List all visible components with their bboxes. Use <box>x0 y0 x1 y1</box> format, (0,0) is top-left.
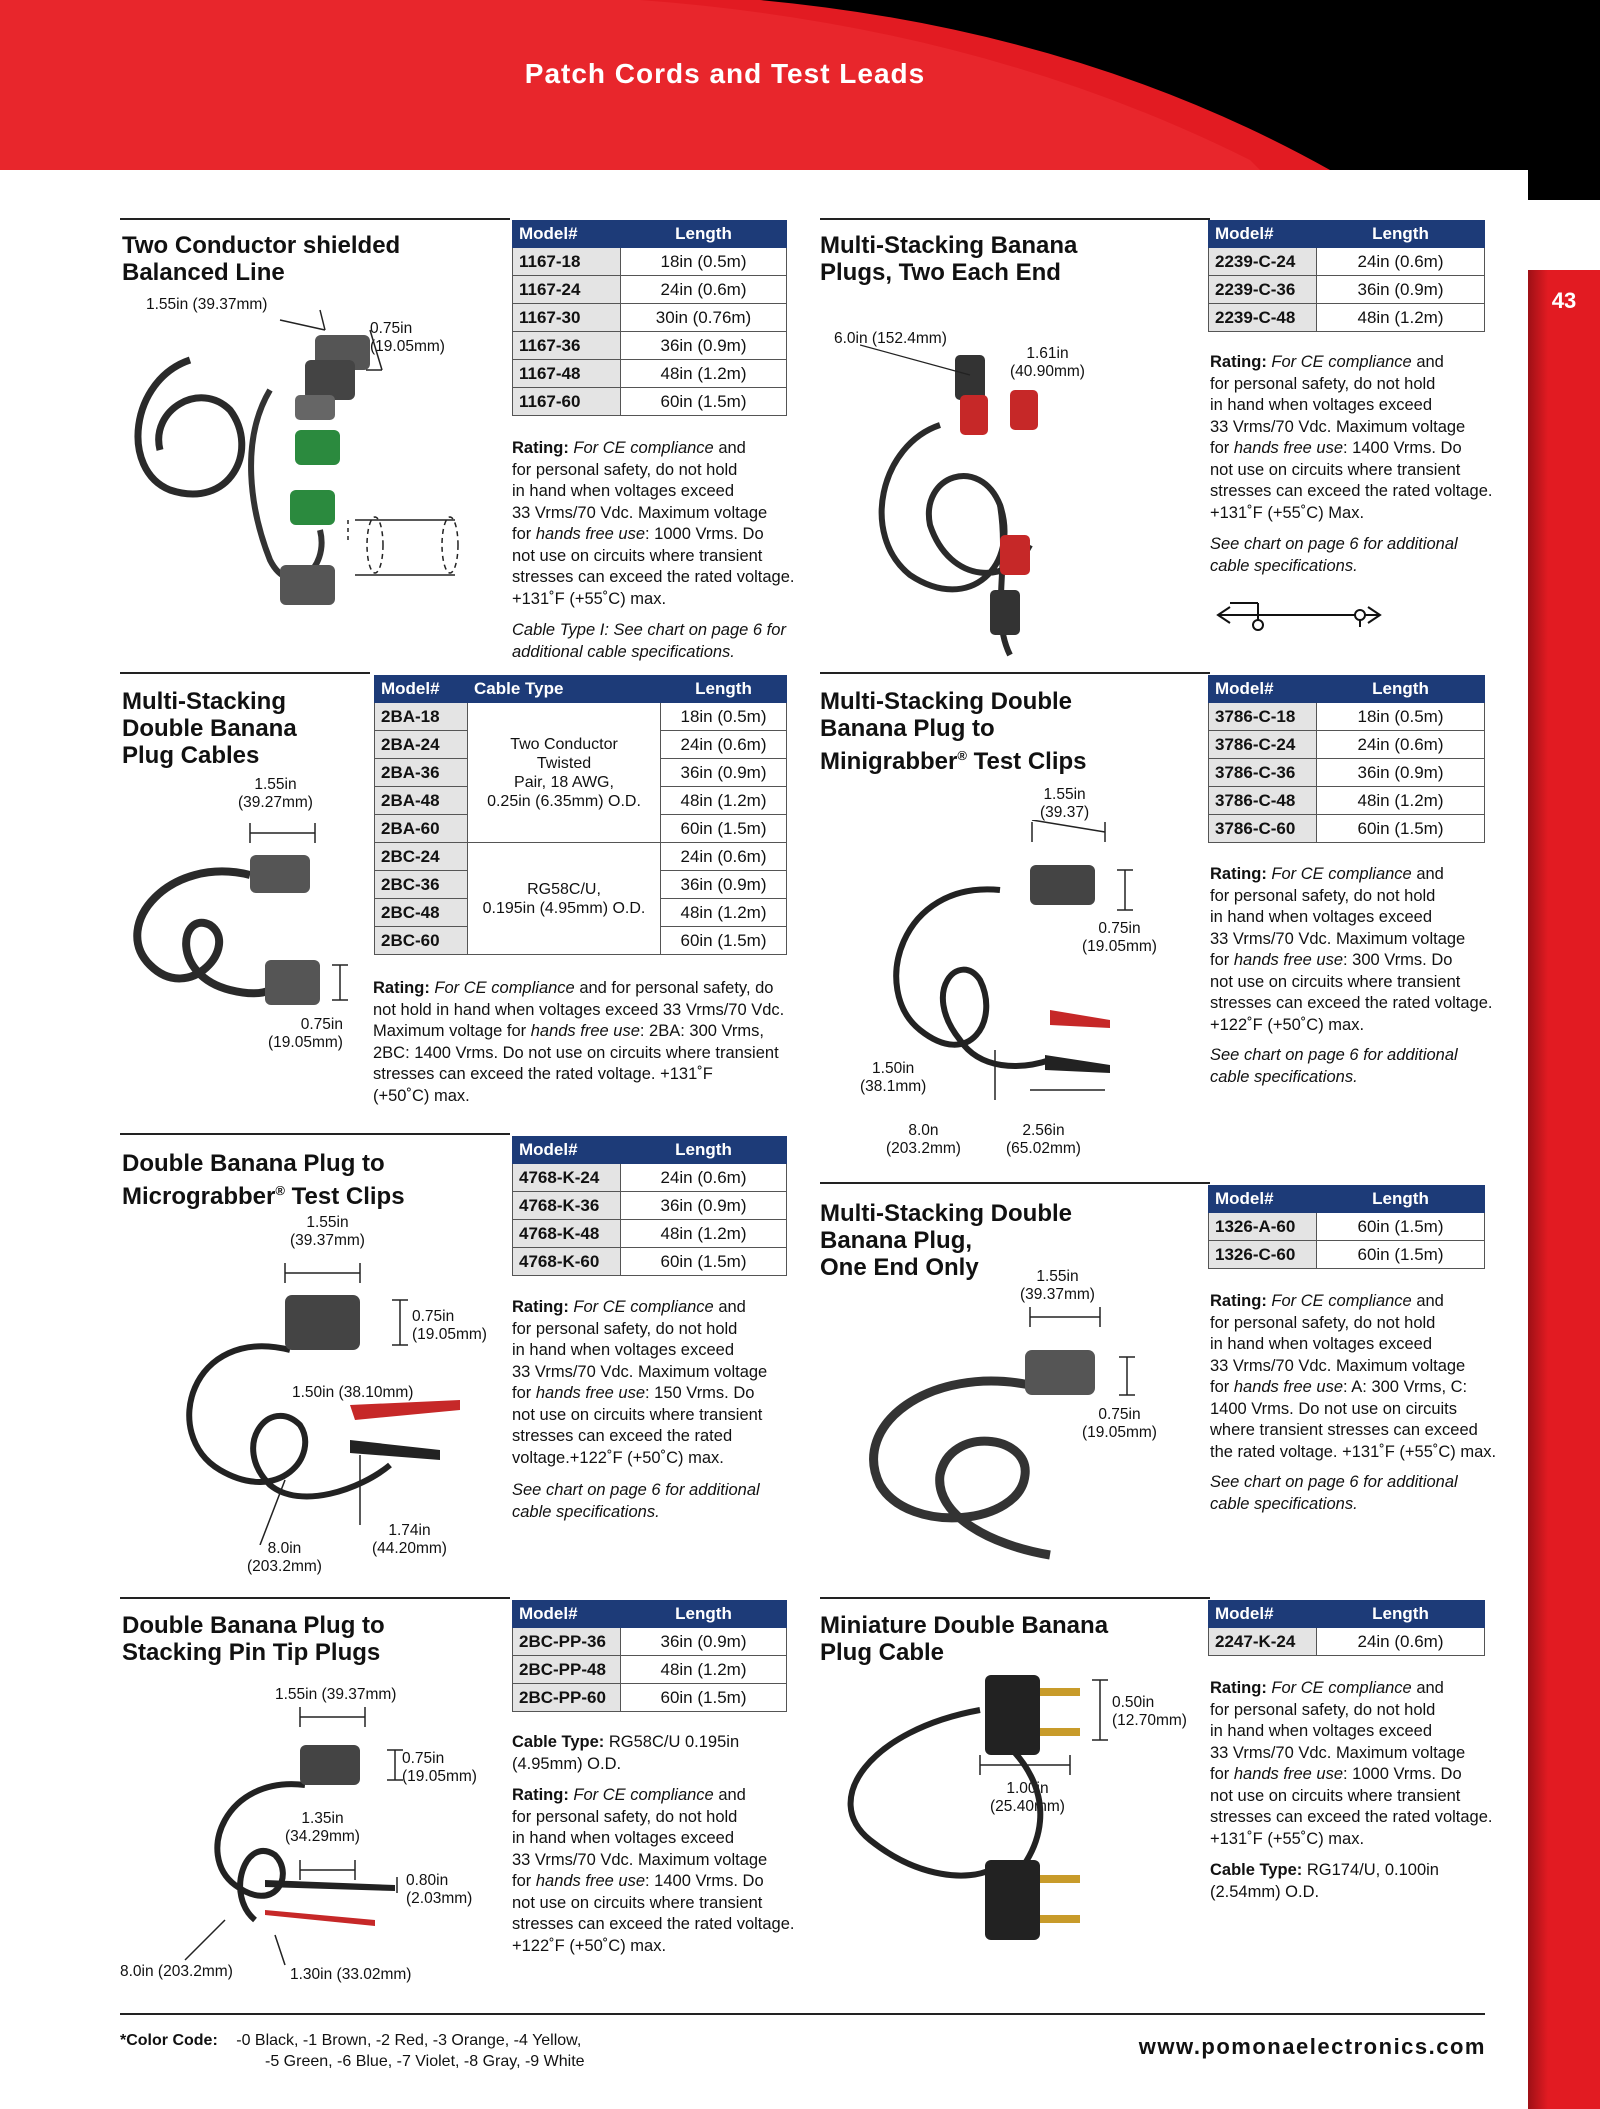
dimension-label: 1.55in (39.37mm) <box>1020 1268 1095 1303</box>
cable-illustration <box>860 335 1120 665</box>
color-code-note: *Color Code: -0 Black, -1 Brown, -2 Red, -3 Orange, -4 Yellow, -5 Green, -6 Blue, -7 Violet, -8 Gray, -9 White <box>120 2032 585 2070</box>
section-rule <box>120 218 510 220</box>
dimension-label: 0.50in (12.70mm) <box>1112 1694 1187 1729</box>
section-rule <box>820 1182 1210 1184</box>
dimension-label: 0.75in (19.05mm) <box>402 1750 477 1785</box>
table-row: 2BC-PP-48 48in (1.2m) <box>513 1656 787 1684</box>
section-title: Multi-Stacking Double Banana Plug, One End Only <box>820 1200 1072 1281</box>
table-row: 4768-K-24 24in (0.6m) <box>513 1164 787 1192</box>
dimension-label: 1.55in (39.37mm) <box>146 296 268 313</box>
table-row: 3786-C-48 48in (1.2m) <box>1209 787 1485 815</box>
dimension-label: 1.50in (38.10mm) <box>292 1384 414 1401</box>
rating-text: Rating: For CE compliance and for personal safety, do not hold in hand when voltages exceed 33 Vrms/70 Vdc. Maximum voltage for hands free use: 1000 Vrms. Do not use on circuits where transient stresses can exceed the rated voltage. +131˚F (+55˚C) max. <box>512 439 795 608</box>
dimension-label: 0.80in (2.03mm) <box>406 1872 473 1907</box>
footer-rule <box>120 2013 1485 2015</box>
table-row: 2BA-36 36in (0.9m) <box>375 759 787 787</box>
dimension-label: 1.50in (38.1mm) <box>860 1060 927 1095</box>
dimension-label: 1.55in (39.37mm) <box>290 1214 365 1249</box>
note-text: See chart on page 6 for additional cable specifications. <box>512 1481 760 1521</box>
side-tab-shade <box>1528 270 1548 2109</box>
table-row: 2247-K-24 24in (0.6m) <box>1209 1628 1485 1656</box>
rating-text: Rating: For CE compliance and for personal safety, do not hold in hand when voltages exceed 33 Vrms/70 Vdc. Maximum voltage for hands free use: 1400 Vrms. Do not use on circuits where transient stresses can exceed the rated voltage. +122˚F (+50˚C) max. <box>512 1786 795 1955</box>
dimension-label: 1.55in (39.37) <box>1040 786 1090 821</box>
dimension-label: 1.61in (40.90mm) <box>1010 345 1085 380</box>
table-row: 2BC-24 RG58C/U, 0.195in (4.95mm) O.D. 24in (0.6m) <box>375 843 787 871</box>
table-row: 2239-C-48 48in (1.2m) <box>1209 304 1485 332</box>
table-row: 4768-K-36 36in (0.9m) <box>513 1192 787 1220</box>
website-link[interactable]: www.pomonaelectronics.com <box>1138 2034 1486 2059</box>
table-row: 2239-C-36 36in (0.9m) <box>1209 276 1485 304</box>
dimension-label: 1.35in (34.29mm) <box>285 1810 360 1845</box>
dimension-label: 8.0n (203.2mm) <box>886 1122 961 1157</box>
section-title: Miniature Double Banana Plug Cable <box>820 1612 1109 1666</box>
dimension-label: 8.0in (203.2mm) <box>247 1540 322 1575</box>
spec-table: Model# Cable Type Length 2BA-18 Two Conductor Twisted Pair, 18 AWG, 0.25in (6.35mm) O.D. 18in (0.5m) 2BA-24 24in (0.6m) 2BA-36 36in (0.9m) 2BA-48 48in (1.2m) 2BA-60 60in (1.5m) 2BC-24 RG58C/U, 0.195in (4.95mm) O.D. 24in (0.6m) 2BC-36 36in (0.9m) 2BC-48 48in (1.2m) 2BC-60 60in (1.5m) <box>374 675 787 955</box>
rating-text: Rating: For CE compliance and for personal safety, do not hold in hand when voltages exceed 33 Vrms/70 Vdc. Maximum voltage for hands free use: 300 Vrms. Do not use on circuits where transient stresses can exceed the rated voltage. +122˚F (+50˚C) max. <box>1210 865 1493 1034</box>
note-text: See chart on page 6 for additional cable specifications. <box>1210 1046 1458 1086</box>
dimension-label: 0.75in (19.05mm) <box>1082 920 1157 955</box>
table-row: 1167-24 24in (0.6m) <box>513 276 787 304</box>
table-row: 3786-C-18 18in (0.5m) <box>1209 703 1485 731</box>
section-rule <box>820 672 1210 674</box>
note-text: Cable Type I: See chart on page 6 for additional cable specifications. <box>512 621 786 661</box>
table-row: 2BC-PP-60 60in (1.5m) <box>513 1684 787 1712</box>
spec-table: Model# Length 2239-C-24 24in (0.6m) 2239-C-36 36in (0.9m) 2239-C-48 48in (1.2m) <box>1208 220 1485 332</box>
section-rule <box>120 1133 510 1135</box>
rating-text: Rating: For CE compliance and for personal safety, do not hold in hand when voltages exceed 33 Vrms/70 Vdc. Maximum voltage for hands free use: A: 300 Vrms, C: 1400 Vrms. Do not use on circuits where transient stresses can exceed the rated voltage. +131˚F (+55˚C) max. <box>1210 1292 1497 1461</box>
rating-text: Rating: For CE compliance and for personal safety, do not hold in hand when voltages exceed 33 Vrms/70 Vdc. Maximum voltage for hands free use: 1000 Vrms. Do not use on circuits where transient stresses can exceed the rated voltage. +131˚F (+55˚C) max. <box>1210 1679 1493 1848</box>
cable-illustration <box>810 1670 1110 1950</box>
dimension-label: 1.55in (39.37mm) <box>275 1686 397 1703</box>
cable-illustration <box>120 300 490 630</box>
page-title: Patch Cords and Test Leads <box>524 58 926 89</box>
cable-illustration <box>110 815 360 1025</box>
table-row: 1167-18 18in (0.5m) <box>513 248 787 276</box>
spec-table: Model# Length 4768-K-24 24in (0.6m) 4768-K-36 36in (0.9m) 4768-K-48 48in (1.2m) 4768-K-60 60in (1.5m) <box>512 1136 787 1276</box>
table-row: 2BC-36 36in (0.9m) <box>375 871 787 899</box>
table-row: 2BC-48 48in (1.2m) <box>375 899 787 927</box>
table-row: 2BC-PP-36 36in (0.9m) <box>513 1628 787 1656</box>
table-row: 1167-60 60in (1.5m) <box>513 388 787 416</box>
cable-type-text: Cable Type: RG174/U, 0.100in (2.54mm) O.D. <box>1210 1861 1439 1901</box>
cable-illustration <box>850 1305 1140 1565</box>
table-row: 2BA-24 24in (0.6m) <box>375 731 787 759</box>
section-rule <box>120 672 370 674</box>
dimension-label: 6.0in (152.4mm) <box>834 330 947 347</box>
spec-table: Model# Length 2247-K-24 24in (0.6m) <box>1208 1600 1485 1656</box>
cable-type-cell: RG58C/U, 0.195in (4.95mm) O.D. <box>468 843 661 955</box>
cable-illustration <box>160 1255 480 1545</box>
section-rule <box>820 1597 1210 1599</box>
table-row: 4768-K-48 48in (1.2m) <box>513 1220 787 1248</box>
table-row: 2BA-48 48in (1.2m) <box>375 787 787 815</box>
dimension-label: 0.75in (19.05mm) <box>370 320 445 355</box>
table-row: 4768-K-60 60in (1.5m) <box>513 1248 787 1276</box>
spec-table: Model# Length 3786-C-18 18in (0.5m) 3786-C-24 24in (0.6m) 3786-C-36 36in (0.9m) 3786-C-48 48in (1.2m) 3786-C-60 60in (1.5m) <box>1208 675 1485 843</box>
table-row: 2BA-18 Two Conductor Twisted Pair, 18 AWG, 0.25in (6.35mm) O.D. 18in (0.5m) <box>375 703 787 731</box>
section-title: Multi-Stacking Banana Plugs, Two Each End <box>820 232 1078 286</box>
dimension-label: 2.56in (65.02mm) <box>1006 1122 1081 1157</box>
dimension-label: 0.75in (19.05mm) <box>412 1308 487 1343</box>
rating-text: Rating: For CE compliance and for personal safety, do not hold in hand when voltages exceed 33 Vrms/70 Vdc. Maximum voltage for hands free use: 2BA: 300 Vrms, 2BC: 1400 Vrms. Do not use on circuits where transient stresses can exceed the rated voltage. +131˚F (+50˚C) max. <box>373 979 785 1105</box>
section-rule <box>820 218 1210 220</box>
spec-table: Model# Length 1167-18 18in (0.5m) 1167-24 24in (0.6m) 1167-30 30in (0.76m) 1167-36 36in (0.9m) 1167-48 48in (1.2m) 1167-60 60in (1.5m) <box>512 220 787 416</box>
table-row: 1167-48 48in (1.2m) <box>513 360 787 388</box>
section-title: Two Conductor shielded Balanced Line <box>122 232 401 286</box>
table-row: 3786-C-36 36in (0.9m) <box>1209 759 1485 787</box>
cable-illustration <box>165 1705 425 1970</box>
table-row: 2BC-60 60in (1.5m) <box>375 927 787 955</box>
section-title: Double Banana Plug to Stacking Pin Tip Plugs <box>122 1612 385 1666</box>
dimension-label: 8.0in (203.2mm) <box>120 1963 233 1980</box>
page-number: 43 <box>1551 288 1577 313</box>
section-title: Multi-Stacking Double Banana Plug to Minigrabber® Test Clips <box>820 688 1087 775</box>
dimension-label: 0.75in (19.05mm) <box>268 1016 343 1051</box>
dimension-label: 1.55in (39.27mm) <box>238 776 313 811</box>
spec-table: Model# Length 2BC-PP-36 36in (0.9m) 2BC-PP-48 48in (1.2m) 2BC-PP-60 60in (1.5m) <box>512 1600 787 1712</box>
rating-text: Rating: For CE compliance and for personal safety, do not hold in hand when voltages exceed 33 Vrms/70 Vdc. Maximum voltage for hands free use: 150 Vrms. Do not use on circuits where transient stresses can exceed the rated voltage.+122˚F (+50˚C) max. <box>512 1298 768 1467</box>
table-row: 3786-C-60 60in (1.5m) <box>1209 815 1485 843</box>
dimension-label: 0.75in (19.05mm) <box>1082 1406 1157 1441</box>
dimension-label: 1.30in (33.02mm) <box>290 1966 412 1983</box>
table-row: 1167-36 36in (0.9m) <box>513 332 787 360</box>
dimension-label: 1.74in (44.20mm) <box>372 1522 447 1557</box>
section-title: Double Banana Plug to Micrograbber® Test Clips <box>122 1150 405 1210</box>
table-row: 1326-A-60 60in (1.5m) <box>1209 1213 1485 1241</box>
dimension-label: 1.00in (25.40mm) <box>990 1780 1065 1815</box>
table-row: 2BA-60 60in (1.5m) <box>375 815 787 843</box>
cable-type-cell: Two Conductor Twisted Pair, 18 AWG, 0.25in (6.35mm) O.D. <box>468 703 661 843</box>
cable-type-text: Cable Type: RG58C/U 0.195in (4.95mm) O.D. <box>512 1733 740 1773</box>
table-row: 1167-30 30in (0.76m) <box>513 304 787 332</box>
spec-table: Model# Length 1326-A-60 60in (1.5m) 1326-C-60 60in (1.5m) <box>1208 1185 1485 1269</box>
table-row: 1326-C-60 60in (1.5m) <box>1209 1241 1485 1269</box>
cable-illustration <box>860 820 1140 1120</box>
rating-text: Rating: For CE compliance and for personal safety, do not hold in hand when voltages exceed 33 Vrms/70 Vdc. Maximum voltage for hands free use: 1400 Vrms. Do not use on circuits where transient stresses can exceed the rated voltage. +131˚F (+55˚C) Max. <box>1210 353 1493 522</box>
note-text: See chart on page 6 for additional cable specifications. <box>1210 1473 1458 1513</box>
table-row: 3786-C-24 24in (0.6m) <box>1209 731 1485 759</box>
table-row: 2239-C-24 24in (0.6m) <box>1209 248 1485 276</box>
section-rule <box>120 1597 510 1599</box>
section-title: Multi-Stacking Double Banana Plug Cables <box>122 688 297 769</box>
note-text: See chart on page 6 for additional cable specifications. <box>1210 535 1458 575</box>
connection-schematic-icon <box>1210 595 1390 635</box>
